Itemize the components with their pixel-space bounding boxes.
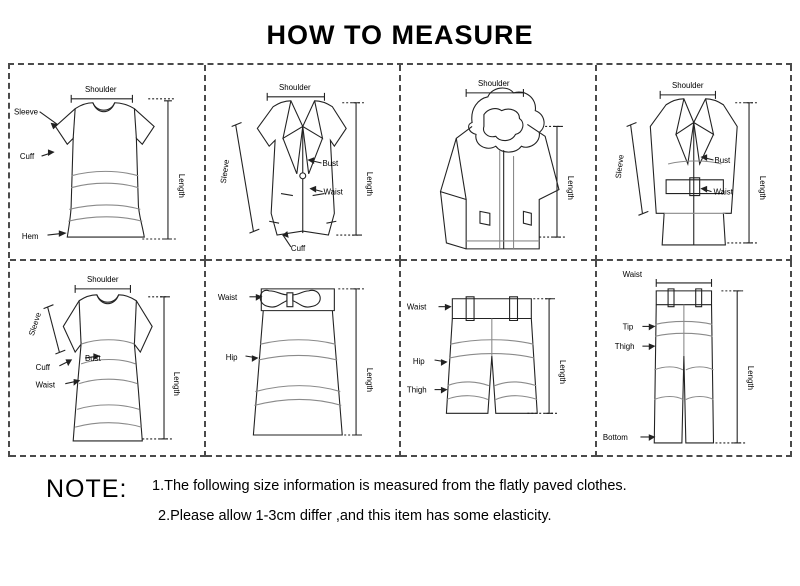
label-hem: Hem: [21, 232, 39, 242]
label-length: Length: [745, 365, 755, 390]
label-length: Length: [171, 371, 181, 396]
garment-cell-dress: [10, 261, 206, 457]
label-length: Length: [757, 175, 767, 200]
label-waist: Waist: [622, 270, 642, 280]
label-bust: Bust: [713, 155, 730, 165]
notes-section: [0, 457, 800, 531]
note-label: NOTE:: [46, 475, 128, 503]
label-shoulder: Shoulder: [85, 84, 117, 94]
label-length: Length: [176, 173, 186, 198]
label-shoulder: Shoulder: [278, 82, 311, 92]
label-length: Length: [364, 171, 374, 196]
label-hip: Hip: [225, 352, 238, 362]
label-sleeve: Sleeve: [27, 311, 44, 337]
garment-cell-pants: [597, 261, 793, 457]
label-length: Length: [557, 359, 567, 385]
label-tip: Tip: [622, 322, 633, 332]
label-thigh: Thigh: [406, 385, 427, 395]
label-cuff: Cuff: [35, 362, 50, 372]
garment-grid: [8, 63, 792, 457]
label-thigh: Thigh: [614, 342, 634, 352]
label-waist: Waist: [217, 292, 237, 302]
label-length: Length: [364, 367, 374, 392]
garment-cell-tshirt: [10, 65, 206, 261]
label-bottom: Bottom: [602, 432, 628, 442]
label-waist: Waist: [406, 302, 427, 312]
label-hip: Hip: [412, 356, 425, 366]
label-waist: Waist: [322, 187, 343, 197]
garment-cell-trench-coat: [597, 65, 793, 261]
garment-cell-blazer: [206, 65, 402, 261]
garment-cell-shorts: [401, 261, 597, 457]
label-shoulder: Shoulder: [87, 274, 119, 284]
label-sleeve: Sleeve: [613, 154, 626, 180]
label-shoulder: Shoulder: [478, 78, 510, 88]
label-shoulder: Shoulder: [671, 80, 704, 90]
label-sleeve: Sleeve: [218, 158, 231, 184]
label-cuff: Cuff: [19, 152, 35, 162]
label-waist: Waist: [35, 380, 56, 390]
label-waist: Waist: [712, 187, 733, 197]
garment-cell-skirt: [206, 261, 402, 457]
garment-cell-fur-hood-coat: [401, 65, 597, 261]
label-bust: Bust: [85, 353, 101, 363]
note-line-1: 1.The following size information is measured from the flatly paved clothes.: [152, 478, 627, 494]
page-title: HOW TO MEASURE: [266, 20, 534, 50]
label-length: Length: [565, 175, 575, 200]
note-line-2: 2.Please allow 1-3cm differ ,and this item has some elasticity.: [158, 508, 552, 524]
label-sleeve: Sleeve: [13, 107, 39, 117]
label-cuff: Cuff: [290, 243, 305, 253]
label-bust: Bust: [321, 158, 338, 168]
